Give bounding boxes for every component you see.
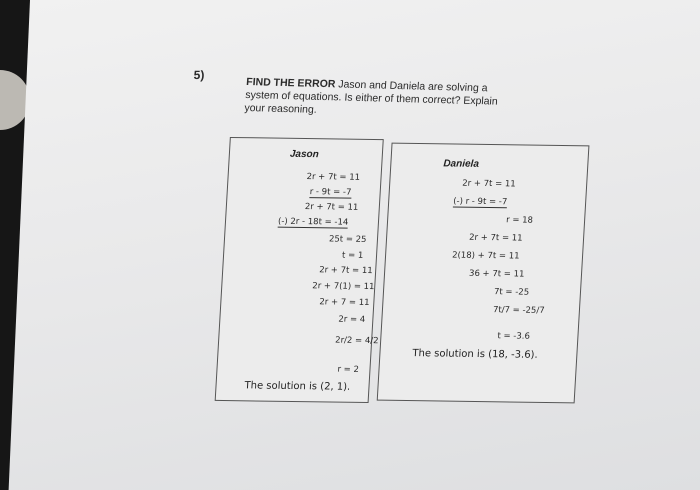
problem-prompt xyxy=(244,76,506,122)
jason-line: t = 1 xyxy=(341,250,364,261)
daniela-line: 7t = -25 xyxy=(493,287,530,298)
jason-line: 2r + 7t = 11 xyxy=(318,265,373,277)
daniela-work-box xyxy=(377,143,590,404)
problem-number: 5) xyxy=(193,68,205,82)
daniela-line: r = 18 xyxy=(505,215,534,226)
daniela-line: 36 + 7t = 11 xyxy=(468,268,525,280)
jason-solution: The solution is (2, 1). xyxy=(244,380,351,393)
daniela-line: t = -3.6 xyxy=(497,331,531,342)
jason-line: 2r/2 = 4/2 xyxy=(334,335,379,347)
prompt-text: Jason and Daniela are solving a system of equations. Is either of them correct? Explain your reasoning. xyxy=(244,78,499,116)
jason-work-box xyxy=(215,137,384,403)
daniela-line: (-) r - 9t = -7 xyxy=(452,196,508,208)
jason-line: 2r + 7t = 11 xyxy=(304,202,359,213)
daniela-solution: The solution is (18, -3.6). xyxy=(412,348,538,361)
jason-line: 2r + 7(1) = 11 xyxy=(311,281,375,293)
jason-line: 2r + 7 = 11 xyxy=(319,297,370,309)
prompt-lead: FIND THE ERROR xyxy=(245,76,336,91)
daniela-line: 2r + 7t = 11 xyxy=(461,178,516,190)
daniela-line: 7t/7 = -25/7 xyxy=(492,305,545,316)
jason-line: 2r = 4 xyxy=(338,314,366,325)
jason-line: 2r + 7t = 11 xyxy=(306,172,361,183)
jason-line: r - 9t = -7 xyxy=(309,187,352,198)
jason-line: 25t = 25 xyxy=(328,234,367,245)
daniela-line: 2(18) + 7t = 11 xyxy=(451,250,520,262)
jason-line: r = 2 xyxy=(337,364,360,375)
jason-line: (-) 2r - 18t = -14 xyxy=(277,216,349,228)
daniela-title: Daniela xyxy=(443,158,480,170)
worksheet-page xyxy=(9,0,700,490)
jason-title: Jason xyxy=(289,148,320,161)
daniela-line: 2r + 7t = 11 xyxy=(468,232,523,244)
